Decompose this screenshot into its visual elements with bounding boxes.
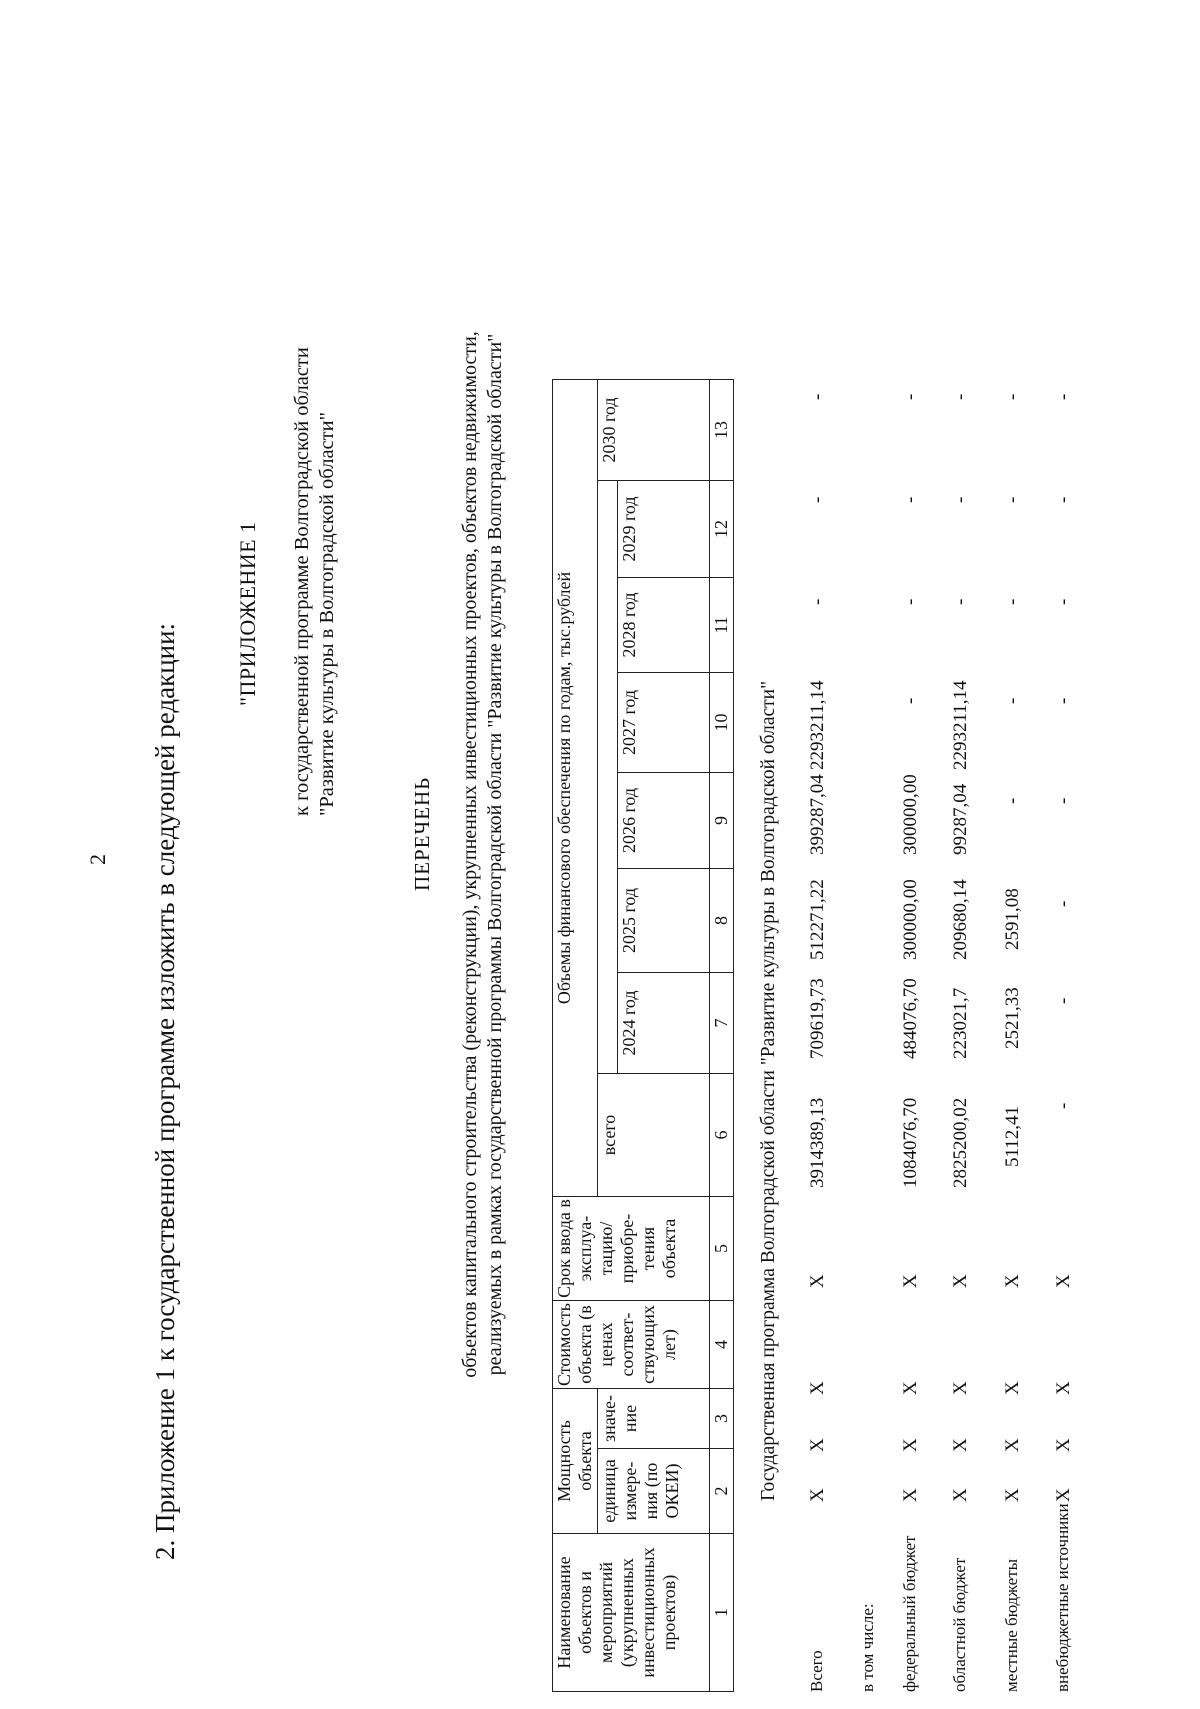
program-title: Государственная программа Волгоградской области "Развитие культуры в Волгоградской области" xyxy=(758,680,779,1501)
row-cell: - xyxy=(1053,393,1074,400)
page-number: 2 xyxy=(85,854,110,865)
row-cell: 484076,70 xyxy=(900,978,921,1059)
row-label: местные бюджеты xyxy=(1002,1558,1021,1692)
row-cell: 709619,73 xyxy=(807,978,828,1059)
row-cell: Х xyxy=(1002,1274,1023,1288)
row-cell: 223021,7 xyxy=(950,987,971,1059)
row-cell: - xyxy=(807,496,828,503)
row-cell: - xyxy=(900,393,921,400)
column-number: 8 xyxy=(710,869,734,973)
row-cell: 99287,04 xyxy=(950,783,971,855)
row-cell: - xyxy=(1053,900,1074,907)
row-cell: 2293211,14 xyxy=(950,680,971,770)
row-cell: - xyxy=(1002,697,1023,704)
row-cell: Х xyxy=(950,1488,971,1502)
appendix-line-1: к государственной программе Волгоградской области xyxy=(291,347,313,816)
header-finance: Объемы финансового обеспечения по годам, тыс.рублей xyxy=(553,380,598,1197)
row-cell: Х xyxy=(950,1381,971,1395)
row-cell: Х xyxy=(807,1274,828,1288)
row-cell: - xyxy=(1002,393,1023,400)
row-cell: - xyxy=(807,393,828,400)
header-year-2028: 2028 год xyxy=(618,578,710,673)
row-label: федеральный бюджет xyxy=(900,1535,919,1692)
row-cell: - xyxy=(1053,598,1074,605)
row-cell: 209680,14 xyxy=(950,879,971,960)
header-year-2025: 2025 год xyxy=(618,869,710,973)
list-subtitle-line-2: реализуемых в рамках государственной программы Волгоградской области "Развитие культуры в Волгоградской области" xyxy=(484,333,506,1376)
row-cell: Х xyxy=(900,1488,921,1502)
row-cell: Х xyxy=(900,1274,921,1288)
row-cell: Х xyxy=(1002,1381,1023,1395)
list-table-header xyxy=(552,379,734,1692)
header-year-2029: 2029 год xyxy=(618,481,710,578)
column-number: 7 xyxy=(710,973,734,1074)
column-number: 13 xyxy=(710,380,734,481)
list-subtitle-line-1: объектов капитального строительства (реконструкции), укрупненных инвестиционных проектов, объектов недвижимости, xyxy=(459,331,481,1378)
row-cell: 2521,33 xyxy=(1002,987,1023,1049)
list-subtitle xyxy=(458,200,508,1509)
row-cell: 2293211,14 xyxy=(807,680,828,770)
header-capacity: Мощность объекта xyxy=(553,1389,598,1534)
row-cell: Х xyxy=(900,1438,921,1452)
intro-text: 2. Приложение 1 к государственной программе изложить в следующей редакции: xyxy=(150,622,180,1560)
row-cell: 300000,00 xyxy=(900,879,921,960)
column-number: 1 xyxy=(710,1534,734,1692)
row-cell: - xyxy=(807,598,828,605)
row-cell: - xyxy=(1002,797,1023,804)
row-cell: - xyxy=(950,393,971,400)
column-number: 4 xyxy=(710,1301,734,1389)
header-total: всего xyxy=(598,1074,710,1197)
row-cell: Х xyxy=(1053,1438,1074,1452)
header-cost: Стоимость объекта (в ценах соответ-ствующих лет) xyxy=(553,1301,710,1389)
row-cell: Х xyxy=(1002,1438,1023,1452)
row-cell: Х xyxy=(807,1438,828,1452)
row-cell: Х xyxy=(950,1438,971,1452)
header-term: Срок ввода в эксплуа-тацию/ приобре-тения объекта xyxy=(553,1197,710,1301)
row-cell: Х xyxy=(1002,1488,1023,1502)
row-cell: - xyxy=(1002,598,1023,605)
row-cell: - xyxy=(1053,697,1074,704)
row-cell: 5112,41 xyxy=(1002,1105,1023,1167)
column-number: 6 xyxy=(710,1074,734,1197)
list-title: ПЕРЕЧЕНЬ xyxy=(410,776,434,891)
column-number: 9 xyxy=(710,773,734,869)
header-year-2024: 2024 год xyxy=(618,973,710,1074)
row-cell: Х xyxy=(900,1381,921,1395)
appendix-title: "ПРИЛОЖЕНИЕ 1 xyxy=(235,521,260,706)
row-label: в том числе: xyxy=(858,1603,877,1692)
row-label: Всего xyxy=(807,1650,826,1692)
row-cell: 2825200,02 xyxy=(950,1097,971,1188)
row-cell: 399287,04 xyxy=(807,774,828,855)
appendix-line-2: "Развитие культуры в Волгоградской области" xyxy=(316,412,338,816)
row-cell: - xyxy=(1002,496,1023,503)
column-number: 5 xyxy=(710,1197,734,1301)
header-years-spacer xyxy=(598,481,618,1074)
row-cell: - xyxy=(900,697,921,704)
row-cell: - xyxy=(900,496,921,503)
row-cell: - xyxy=(1053,1102,1074,1109)
column-number: 10 xyxy=(710,673,734,773)
header-value: значе-ние xyxy=(598,1389,710,1449)
row-cell: Х xyxy=(1053,1381,1074,1395)
header-name: Наименование объектов и мероприятий (укрупненных инвестиционных проектов) xyxy=(553,1534,710,1692)
column-number: 11 xyxy=(710,578,734,673)
row-cell: Х xyxy=(950,1274,971,1288)
header-year-2030: 2030 год xyxy=(598,380,710,481)
row-cell: - xyxy=(1053,997,1074,1004)
row-label: внебюджетные источники xyxy=(1053,1503,1072,1692)
row-cell: 3914389,13 xyxy=(807,1097,828,1188)
header-year-2026: 2026 год xyxy=(618,773,710,869)
header-year-2027: 2027 год xyxy=(618,673,710,773)
row-cell: - xyxy=(950,598,971,605)
row-cell: Х xyxy=(1053,1488,1074,1502)
row-cell: - xyxy=(1053,797,1074,804)
row-cell: 300000,00 xyxy=(900,774,921,855)
row-label: областной бюджет xyxy=(950,1557,969,1692)
row-cell: - xyxy=(900,598,921,605)
row-cell: Х xyxy=(807,1488,828,1502)
column-number: 12 xyxy=(710,481,734,578)
row-cell: - xyxy=(1053,496,1074,503)
row-cell: Х xyxy=(1053,1274,1074,1288)
column-number: 2 xyxy=(710,1449,734,1534)
appendix-subtitle xyxy=(290,347,340,816)
row-cell: 2591,08 xyxy=(1002,888,1023,950)
row-cell: 1084076,70 xyxy=(900,1097,921,1188)
row-cell: - xyxy=(950,496,971,503)
row-cell: 512271,22 xyxy=(807,879,828,960)
header-unit: единица измере-ния (по ОКЕИ) xyxy=(598,1449,710,1534)
row-cell: Х xyxy=(807,1381,828,1395)
column-number: 3 xyxy=(710,1389,734,1449)
